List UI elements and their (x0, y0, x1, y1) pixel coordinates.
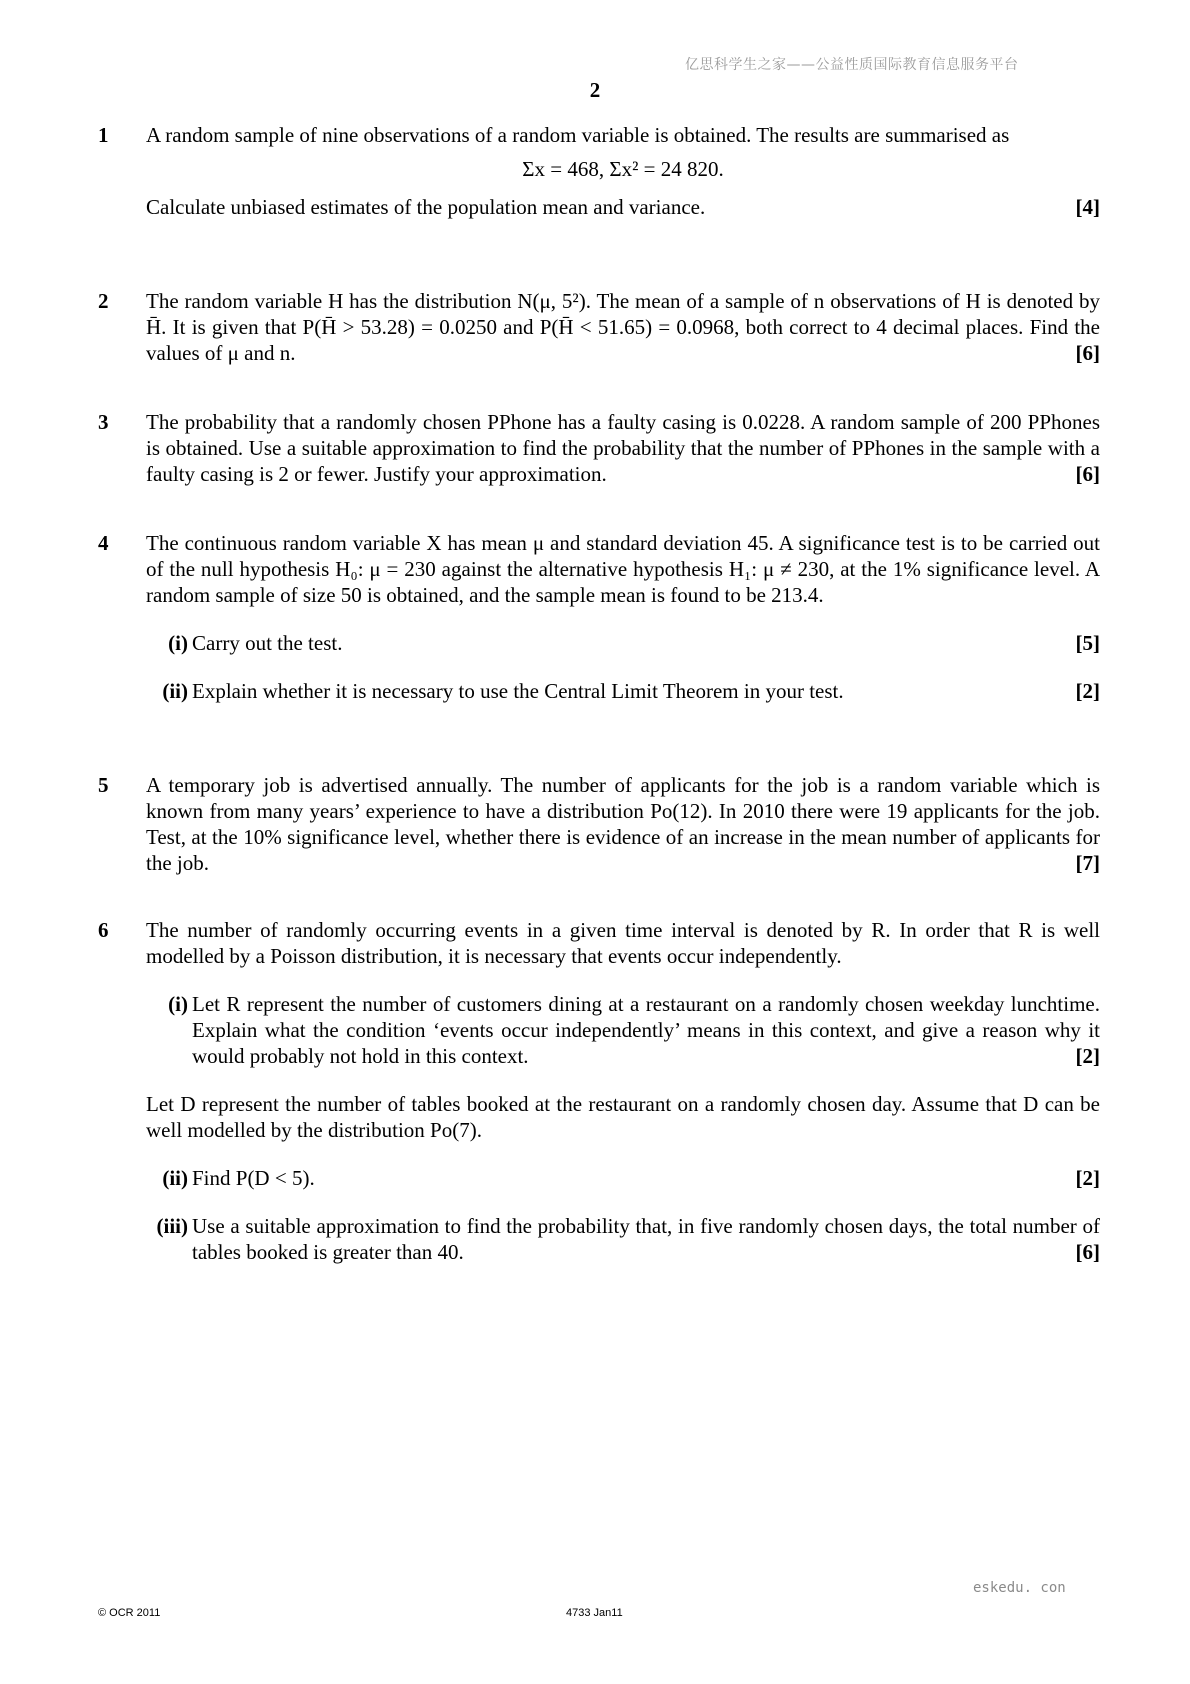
mark: [2] (1075, 1166, 1100, 1190)
question-text: The continuous random variable X has mean μ and standard deviation 45. A significance test is to be carried out of the null hypothesis H₀: μ = 230 against the alternative hypothesis H₁: μ ≠ 230, at the 1% significance level. A random sample of size 50 is obtained, and the sample mean is found to be 213.4. (146, 531, 1100, 607)
part-label: (ii) (162, 679, 188, 703)
part-text: Use a suitable approximation to find the probability that, in five randomly chosen days, the total number of tables booked is greater than 40. (192, 1214, 1100, 1264)
interlude-text: Let D represent the number of tables booked at the restaurant on a randomly chosen day. Assume that D can be well modelled by the distribution Po(7). (146, 1092, 1100, 1142)
question-4 (98, 530, 1100, 704)
mark: [2] (1075, 679, 1100, 703)
question-number: 2 (98, 289, 109, 313)
formula: Σx = 468, Σx² = 24 820. (522, 157, 724, 181)
question-text: The probability that a randomly chosen PPhone has a faulty casing is 0.0228. A random sample of 200 PPhones is obtained. Use a suitable approximation to find the probability that the number of PPhones in the sample with a faulty casing is 2 or fewer. Justify your approximation. (146, 410, 1100, 486)
part-i (146, 991, 1100, 1069)
part-label: (i) (168, 992, 188, 1016)
question-number: 5 (98, 773, 109, 797)
page-number: 2 (589, 78, 601, 102)
footer-copyright: © OCR 2011 (98, 1607, 161, 1619)
mark: [6] (1075, 341, 1100, 365)
mark: [5] (1075, 631, 1100, 655)
top-watermark: 亿思科学生之家——公益性质国际教育信息服务平台 (685, 57, 1019, 73)
part-label: (iii) (156, 1214, 188, 1238)
part-text: Carry out the test. (192, 631, 343, 655)
question-text: Calculate unbiased estimates of the population mean and variance. (146, 195, 706, 219)
footer-code: 4733 Jan11 (566, 1607, 623, 1619)
question-3 (98, 409, 1100, 487)
question-1 (98, 122, 1100, 220)
question-text: A random sample of nine observations of a random variable is obtained. The results are summarised as (146, 123, 1010, 147)
part-text: Find P(D < 5). (192, 1166, 315, 1190)
mark: [7] (1075, 851, 1100, 875)
part-ii (146, 1165, 1100, 1191)
part-text: Let R represent the number of customers dining at a restaurant on a randomly chosen weekday lunchtime. Explain what the condition ‘events occur independently’ means in this context, and give a reason why it would probably not hold in this context. (192, 992, 1100, 1068)
part-label: (ii) (162, 1166, 188, 1190)
part-i (146, 630, 1100, 656)
question-2 (98, 288, 1100, 366)
question-text: The number of randomly occurring events in a given time interval is denoted by R. In order that R is well modelled by a Poisson distribution, it is necessary that events occur independently. (146, 918, 1100, 968)
part-label: (i) (168, 631, 188, 655)
mark: [2] (1075, 1044, 1100, 1068)
part-iii (146, 1213, 1100, 1265)
part-text: Explain whether it is necessary to use the Central Limit Theorem in your test. (192, 679, 844, 703)
part-ii (146, 678, 1100, 704)
bottom-watermark: eskedu. con (973, 1580, 1066, 1596)
question-6 (98, 917, 1100, 1265)
mark: [4] (1075, 195, 1100, 219)
question-text: The random variable H has the distribution N(μ, 5²). The mean of a sample of n observations of H is denoted by H̄. It is given that P(H̄ > 53.28) = 0.0250 and P(H̄ < 51.65) = 0.0968, both correct to 4 decimal places. Find the values of μ and n. (146, 289, 1100, 365)
mark: [6] (1075, 1240, 1100, 1264)
question-number: 1 (98, 123, 109, 147)
question-number: 6 (98, 918, 109, 942)
question-text: A temporary job is advertised annually. The number of applicants for the job is a random variable which is known from many years’ experience to have a distribution Po(12). In 2010 there were 19 applicants for the job. Test, at the 10% significance level, whether there is evidence of an increase in the mean number of applicants for the job. (146, 773, 1100, 875)
question-number: 4 (98, 531, 109, 555)
question-5 (98, 772, 1100, 876)
question-number: 3 (98, 410, 109, 434)
mark: [6] (1075, 462, 1100, 486)
